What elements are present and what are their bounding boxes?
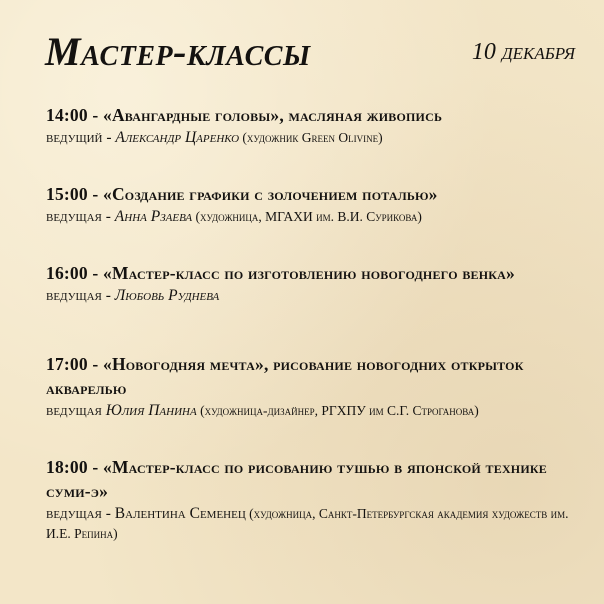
event-host [46, 504, 576, 544]
host-name: Александр Царенко [115, 129, 240, 146]
event-host [46, 286, 586, 306]
event-title: 15:00 - «Создание графики с золочением поталью» [46, 184, 438, 204]
event-title: 14:00 - «Авангардные головы», масляная живопись [46, 105, 443, 125]
event-title: 16:00 - «Мастер-класс по изготовлению новогоднего венка» [46, 263, 515, 283]
event-item [46, 455, 576, 544]
host-name: Любовь Руднева [114, 287, 220, 304]
event-host [46, 207, 586, 227]
page-title: Мастер-классы [45, 29, 311, 74]
host-role: ведущая - [46, 208, 115, 225]
event-title: 17:00 - «Новогодняя мечта», рисование новогодних открыток акварелью [46, 354, 524, 398]
host-note: (художник Green Olivine) [239, 130, 383, 145]
event-item [46, 261, 586, 306]
host-role: ведущий - [46, 129, 116, 146]
host-name: Анна Рзаева [114, 208, 193, 225]
host-note: (художница, МГАХИ им. В.И. Сурикова) [192, 209, 422, 224]
header [45, 28, 575, 76]
event-host [46, 128, 586, 148]
host-note: (художница-дизайнер, РГХПУ им С.Г. Строганова) [196, 403, 479, 418]
host-role: ведущая - [46, 287, 115, 304]
event-date: 10 декабря [471, 39, 575, 65]
host-role: ведущая - [46, 505, 115, 522]
event-item [46, 352, 526, 421]
event-title: 18:00 - «Мастер-класс по рисованию тушью в японской технике суми-э» [46, 457, 547, 501]
host-note: (художница, Санкт-Петербургская академия художеств им. И.Е. Репина) [46, 506, 569, 541]
host-name: Валентина Семенец [114, 505, 246, 522]
host-role: ведущая [46, 402, 106, 419]
event-item [46, 103, 586, 148]
host-name: Юлия Панина [105, 402, 197, 419]
event-host [46, 401, 586, 421]
event-item [46, 182, 586, 227]
